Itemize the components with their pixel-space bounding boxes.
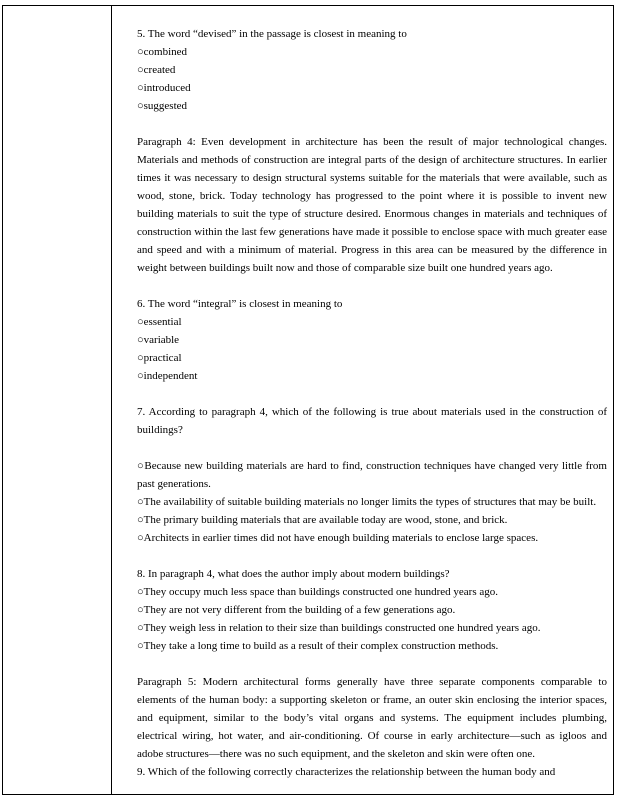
question-7-option-a[interactable]: ○Because new building materials are hard to find, construction techniques have changed very little from past generations. <box>137 460 607 490</box>
question-8-option-a[interactable]: ○They occupy much less space than buildings constructed one hundred years ago. <box>137 586 498 598</box>
paragraph-4: Paragraph 4: Even development in architecture has been the result of major technological changes. Materials and methods of construction are integral parts of the design of architecture structures. In earlier times it was necessary to design structural systems suitable for the materials that were available, such as wood, stone, brick. Today technology has progressed to the point where it is possible to invent new building materials to suit the type of structure desired. Enormous changes in materials and techniques of construction within the last few generations have made it possible to enclose space with much greater ease and speed and with a minimum of material. Progress in this area can be measured by the difference in weight between buildings built now and those of comparable size built one hundred years ago. <box>137 136 607 274</box>
spacer <box>137 115 607 133</box>
question-6-option-b[interactable]: ○variable <box>137 334 180 346</box>
document-content <box>137 25 607 781</box>
spacer <box>137 277 607 295</box>
question-5-text: 5. The word “devised” in the passage is closest in meaning to <box>137 28 407 40</box>
spacer <box>137 385 607 403</box>
spacer <box>137 439 607 457</box>
question-8-option-c[interactable]: ○They weigh less in relation to their size than buildings constructed one hundred years ago. <box>137 622 541 634</box>
column-divider <box>111 6 112 794</box>
question-6-option-c[interactable]: ○practical <box>137 352 182 364</box>
question-9-text: 9. Which of the following correctly characterizes the relationship between the human body and <box>137 766 556 778</box>
question-5-option-d[interactable]: ○suggested <box>137 100 188 112</box>
paragraph-5: Paragraph 5: Modern architectural forms generally have three separate components comparable to elements of the human body: a supporting skeleton or frame, an outer skin enclosing the interior spaces, and equipment, similar to the body’s vital organs and systems. The equipment includes plumbing, electrical wiring, hot water, and air-conditioning. Of course in early architecture—such as igloos and adobe structures—there was no such equipment, and the skeleton and skin were often one. <box>137 676 607 760</box>
question-6-text: 6. The word “integral” is closest in meaning to <box>137 298 343 310</box>
question-8-text: 8. In paragraph 4, what does the author imply about modern buildings? <box>137 568 450 580</box>
question-6-option-d[interactable]: ○independent <box>137 370 198 382</box>
question-7-option-b[interactable]: ○The availability of suitable building materials no longer limits the types of structures that may be built. <box>137 496 597 508</box>
question-7-text: 7. According to paragraph 4, which of the following is true about materials used in the construction of buildings? <box>137 406 607 436</box>
spacer <box>137 655 607 673</box>
question-5-option-b[interactable]: ○created <box>137 64 176 76</box>
question-7-option-c[interactable]: ○The primary building materials that are available today are wood, stone, and brick. <box>137 514 508 526</box>
question-6-option-a[interactable]: ○essential <box>137 316 182 328</box>
question-5-option-a[interactable]: ○combined <box>137 46 188 58</box>
question-5-option-c[interactable]: ○introduced <box>137 82 191 94</box>
question-8-option-b[interactable]: ○They are not very different from the building of a few generations ago. <box>137 604 456 616</box>
spacer <box>137 547 607 565</box>
question-7-option-d[interactable]: ○Architects in earlier times did not have enough building materials to enclose large spaces. <box>137 532 539 544</box>
question-8-option-d[interactable]: ○They take a long time to build as a result of their complex construction methods. <box>137 640 499 652</box>
